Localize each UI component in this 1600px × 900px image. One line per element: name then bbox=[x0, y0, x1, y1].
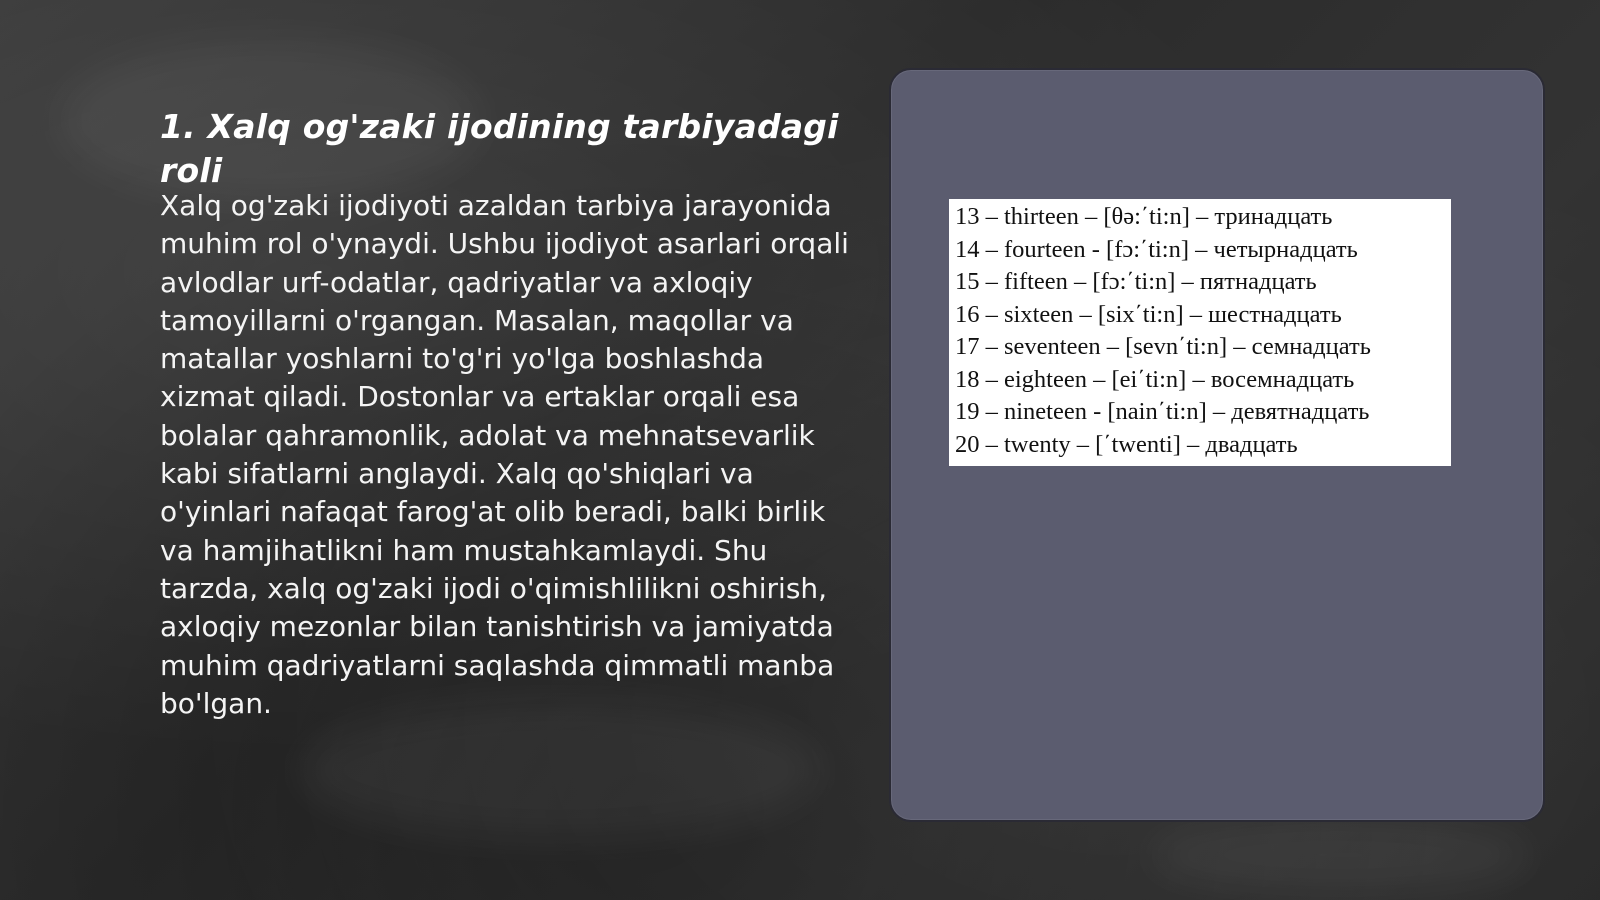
number-line-20: 20 – twenty – [΄twenti] – двадцать bbox=[955, 430, 1298, 458]
text-column bbox=[160, 105, 850, 723]
number-line-17: 17 – seventeen – [sevn΄ti:n] – семнадцать bbox=[955, 333, 1371, 360]
number-line-19: 19 – nineteen - [nain΄ti:n] – девятнадцать bbox=[955, 398, 1370, 425]
chalk-smudge bbox=[1150, 820, 1530, 890]
number-line-14: 14 – fourteen - [fɔ:΄ti:n] – четырнадцать bbox=[955, 235, 1358, 263]
number-line-15: 15 – fifteen – [fɔ:΄ti:n] – пятнадцать bbox=[955, 268, 1317, 295]
number-line-18: 18 – eighteen – [ei΄ti:n] – восемнадцать bbox=[955, 365, 1355, 393]
number-line-16: 16 – sixteen – [six΄ti:n] – шестнадцать bbox=[955, 300, 1342, 328]
numbers-vocabulary-image bbox=[949, 199, 1451, 466]
slide-title: 1. Xalq og'zaki ijodining tarbiyadagi roli bbox=[160, 107, 839, 190]
number-line-13: 13 – thirteen – [θə:΄ti:n] – тринадцать bbox=[955, 203, 1333, 230]
slide-body-text: Xalq og'zaki ijodiyoti azaldan tarbiya jarayonida muhim rol o'ynaydi. Ushbu ijodiyot asarlari orqali avlodlar urf-odatlar, qadriyatlar va axloqiy tamoyillarni o'rgangan. Masalan, maqollar va matallar yoshlarni to'g'ri yo'lga boshlashda xizmat qiladi. Dostonlar va ertaklar orqali esa bolalar qahramonlik, adolat va mehnatsevarlik kabi sifatlarni anglaydi. Xalq qo'shiqlari va o'yinlari nafaqat farog'at olib beradi, balki birlik va hamjihatlikni ham mustahkamlaydi. Shu tarzda, xalq og'zaki ijodi o'qimishlilikni oshirish, axloqiy mezonlar bilan tanishtirish va jamiyatda muhim qadriyatlarni saqlashda qimmatli manba bo'lgan. bbox=[160, 189, 849, 720]
